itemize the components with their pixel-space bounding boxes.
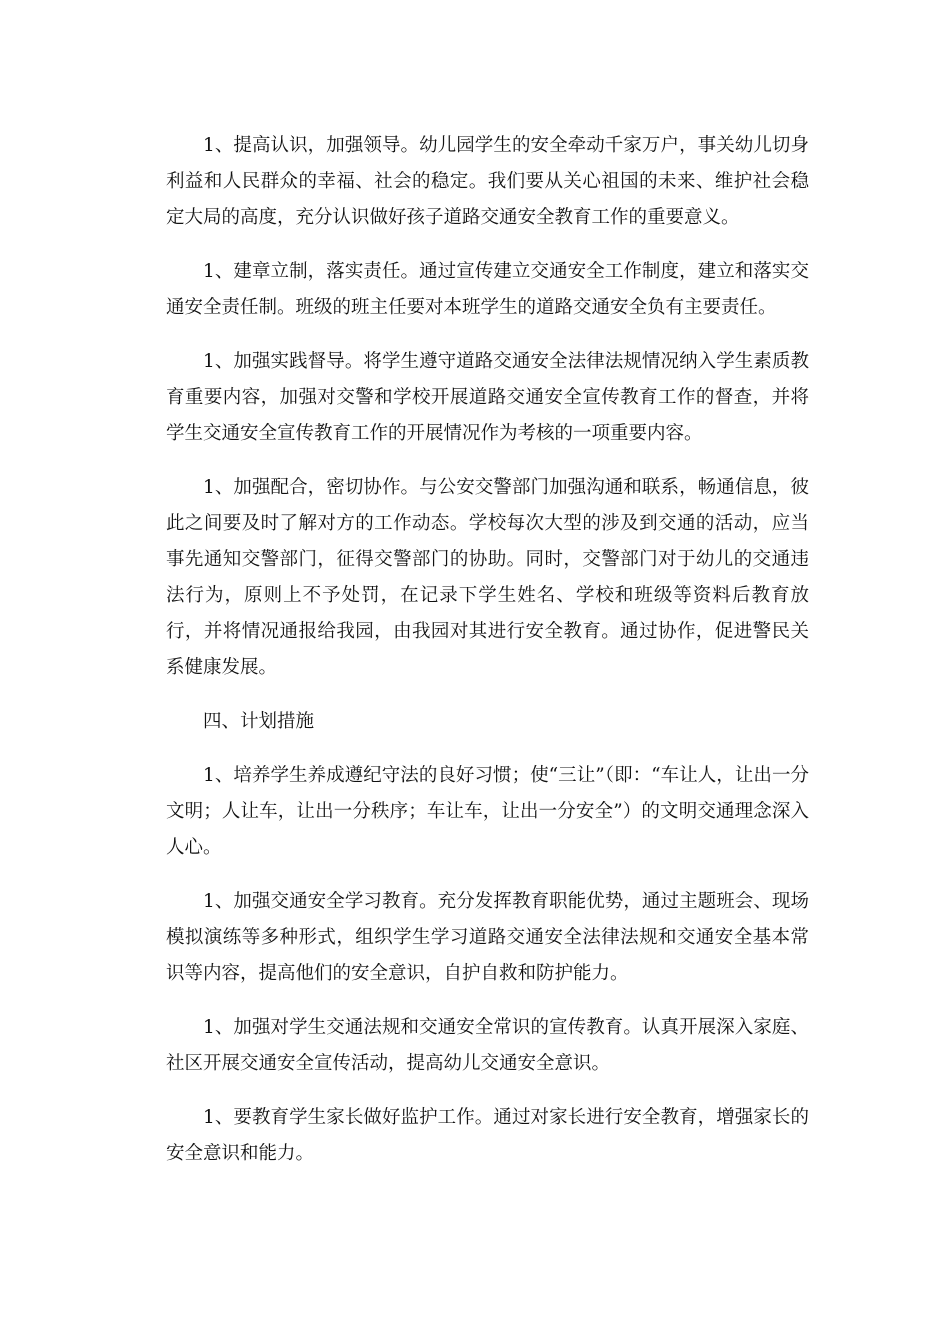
paragraph-study-education: 1、加强交通安全学习教育。充分发挥教育职能优势，通过主题班会、现场模拟演练等多种形式，组织学生学习道路交通安全法律法规和交通安全基本常识等内容，提高他们的安全意识，自护自救和防护能力。 [166, 891, 809, 984]
paragraph-parents: 1、要教育学生家长做好监护工作。通过对家长进行安全教育，增强家长的安全意识和能力。 [166, 1107, 809, 1164]
document-body [166, 128, 809, 1190]
paragraph-cooperation: 1、加强配合，密切协作。与公安交警部门加强沟通和联系，畅通信息，彼此之间要及时了解对方的工作动态。学校每次大型的涉及到交通的活动，应当事先通知交警部门，征得交警部门的协助。同时，交警部门对于幼儿的交通违法行为，原则上不予处罚，在记录下学生姓名、学校和班级等资料后教育放行，并将情况通报给我园，由我园对其进行安全教育。通过协作，促进警民关系健康发展。 [166, 477, 809, 678]
paragraph-supervision: 1、加强实践督导。将学生遵守道路交通安全法律法规情况纳入学生素质教育重要内容，加强对交警和学校开展道路交通安全宣传教育工作的督查，并将学生交通安全宣传教育工作的开展情况作为考核的一项重要内容。 [166, 351, 809, 444]
paragraph-publicity: 1、加强对学生交通法规和交通安全常识的宣传教育。认真开展深入家庭、社区开展交通安全宣传活动，提高幼儿交通安全意识。 [166, 1017, 809, 1074]
paragraph-leadership: 1、提高认识，加强领导。幼儿园学生的安全牵动千家万户，事关幼儿切身利益和人民群众的幸福、社会的稳定。我们要从关心祖国的未来、维护社会稳定大局的高度，充分认识做好孩子道路交通安全教育工作的重要意义。 [166, 135, 809, 228]
section-heading-measures: 四、计划措施 [203, 711, 315, 732]
paragraph-habits: 1、培养学生养成遵纪守法的良好习惯；使“三让”（即：“车让人，让出一分文明；人让车，让出一分秩序；车让车，让出一分安全”）的文明交通理念深入人心。 [166, 765, 809, 858]
paragraph-responsibility: 1、建章立制，落实责任。通过宣传建立交通安全工作制度，建立和落实交通安全责任制。班级的班主任要对本班学生的道路交通安全负有主要责任。 [166, 261, 809, 318]
